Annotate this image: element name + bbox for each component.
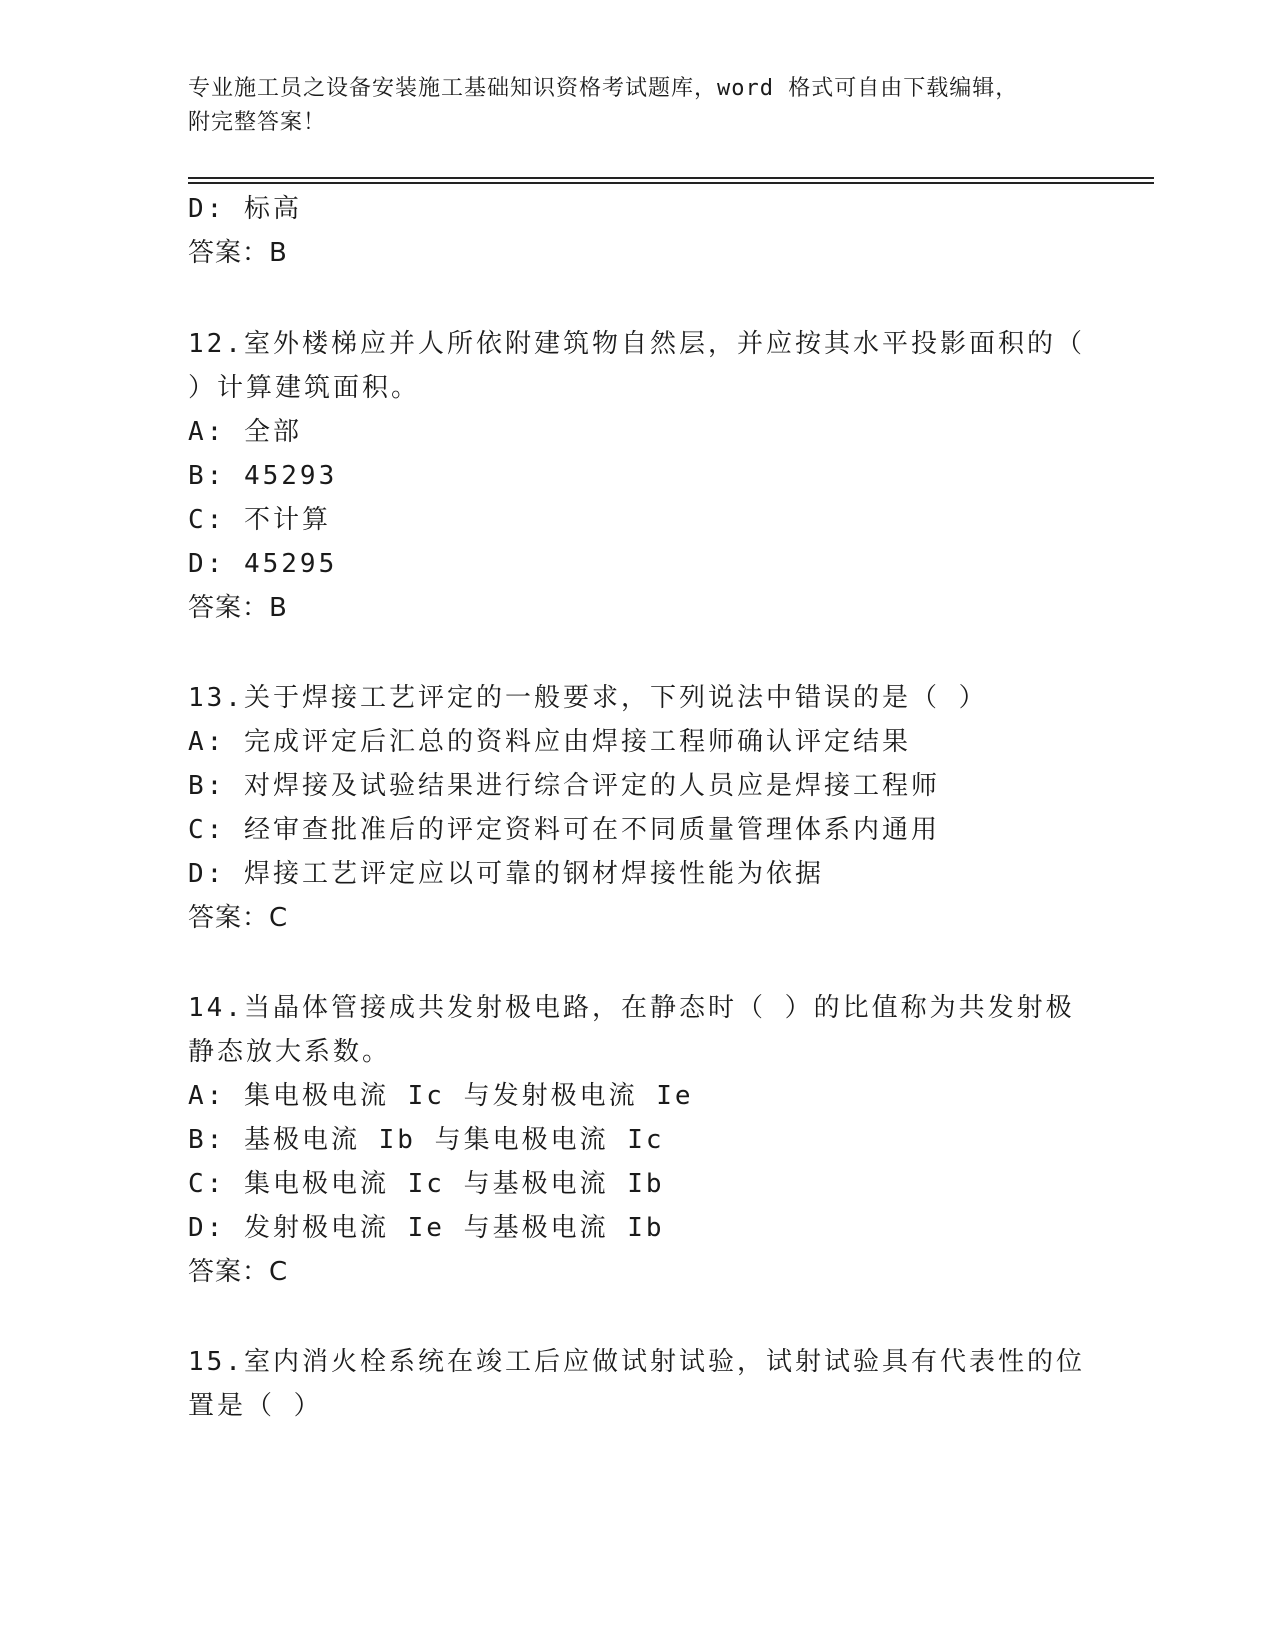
- q12-stem-line-2: ）计算建筑面积。: [188, 373, 421, 403]
- q13-answer: 答案：C: [188, 903, 289, 933]
- q11-option-d: D: 标高: [188, 194, 302, 224]
- q15-stem-line-1: 15.室内消火栓系统在竣工后应做试射试验，试射试验具有代表性的位: [188, 1347, 1085, 1377]
- q13-option-a: A: 完成评定后汇总的资料应由焊接工程师确认评定结果: [188, 727, 911, 757]
- q13-option-d: D: 焊接工艺评定应以可靠的钢材焊接性能为依据: [188, 859, 824, 889]
- q13-option-b: B: 对焊接及试验结果进行综合评定的人员应是焊接工程师: [188, 771, 940, 801]
- q13-stem-line-1: 13.关于焊接工艺评定的一般要求，下列说法中错误的是（ ）: [188, 683, 988, 713]
- q14-stem-line-1: 14.当晶体管接成共发射极电路，在静态时（ ）的比值称为共发射极: [188, 993, 1075, 1023]
- q12-option-d: D: 45295: [188, 549, 338, 579]
- q12-option-a: A: 全部: [188, 417, 302, 447]
- header-divider-bottom: [188, 182, 1154, 184]
- q14-stem-line-2: 静态放大系数。: [188, 1037, 392, 1067]
- q14-option-c: C: 集电极电流 Ic 与基极电流 Ib: [188, 1169, 665, 1199]
- q14-option-b: B: 基极电流 Ib 与集电极电流 Ic: [188, 1125, 665, 1155]
- q11-answer: 答案：B: [188, 238, 288, 268]
- header-line-1: 专业施工员之设备安装施工基础知识资格考试题库，word 格式可自由下载编辑，: [188, 76, 1019, 101]
- header-divider-top: [188, 177, 1154, 179]
- document-header: [188, 72, 1068, 140]
- q14-option-d: D: 发射极电流 Ie 与基极电流 Ib: [188, 1213, 665, 1243]
- q14-option-a: A: 集电极电流 Ic 与发射极电流 Ie: [188, 1081, 694, 1111]
- q12-option-b: B: 45293: [188, 461, 338, 491]
- q12-answer: 答案：B: [188, 593, 288, 623]
- header-line-2: 附完整答案！: [188, 110, 327, 135]
- q12-option-c: C: 不计算: [188, 505, 331, 535]
- q14-answer: 答案：C: [188, 1257, 289, 1287]
- q13-option-c: C: 经审查批准后的评定资料可在不同质量管理体系内通用: [188, 815, 940, 845]
- q12-stem-line-1: 12.室外楼梯应并人所依附建筑物自然层，并应按其水平投影面积的（: [188, 329, 1085, 359]
- q15-stem-line-2: 置是（ ）: [188, 1391, 323, 1421]
